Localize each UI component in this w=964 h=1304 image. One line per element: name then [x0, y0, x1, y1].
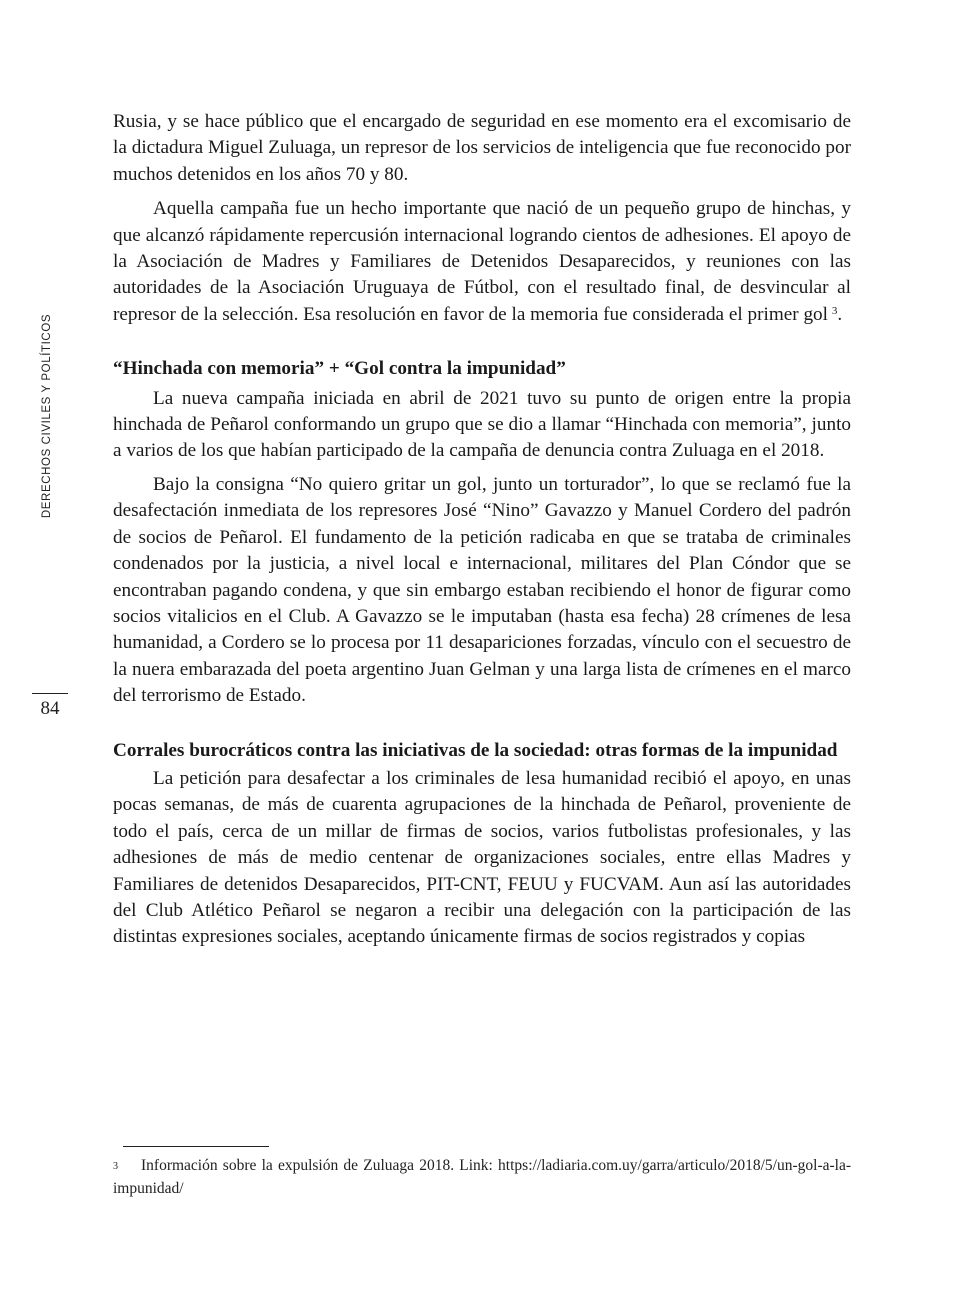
footnote-separator: [123, 1146, 269, 1147]
footnote-text[interactable]: Información sobre la expulsión de Zuluaga 2018. Link: https://ladiaria.com.uy/garra/articulo/2018/5/un-gol-a-la-impunidad/: [113, 1157, 851, 1197]
footnote: [113, 1154, 851, 1200]
paragraph: La nueva campaña iniciada en abril de 2021 tuvo su punto de origen entre la propia hinchada de Peñarol conformando un grupo que se dio a llamar “Hinchada con memoria”, junto a varios de los que habían participado de la campaña de denuncia contra Zuluaga en el 2018.: [113, 387, 851, 462]
section-heading: “Hinchada con memoria” + “Gol contra la impunidad”: [113, 358, 566, 380]
page-number-rule: [32, 693, 68, 694]
paragraph: Rusia, y se hace público que el encargado de seguridad en ese momento era el excomisario de la dictadura Miguel Zuluaga, un represor de los servicios de inteligencia que fue reconocido por muchos detenidos en los años 70 y 80.: [113, 111, 851, 185]
paragraph-text: Aquella campaña fue un hecho importante que nació de un pequeño grupo de hinchas, y que alcanzó rápidamente repercusión internacional logrando cientos de adhesiones. El apoyo de la Asociación de Madres y Familiares de Detenidos Desaparecidos, y reuniones con las autoridades de la Asociación Uruguaya de Fútbol, con el resultado final, de desvincular al represor de la selección. Esa resolución en favor de la memoria fue considerada el primer gol: [113, 198, 851, 325]
page-number: 84: [40, 698, 60, 719]
body-text: [113, 109, 851, 951]
running-section-label: DERECHOS CIVILES Y POLÍTICOS: [41, 313, 53, 519]
paragraph: Bajo la consigna “No quiero gritar un gol, junto un torturador”, lo que se reclamó fue la desafectación inmediata de los represores José “Nino” Gavazzo y Manuel Cordero del padrón de socios de Peñarol. El fundamento de la petición radicaba en que se trataba de criminales condenados por la justicia, a nivel local e internacional, militares del Plan Cóndor que se encontraban pagando condena, y que sin embargo estaban recibiendo el honor de figurar como socios vitalicios en el Club. A Gavazzo se le imputaban (hasta esa fecha) 28 crímenes de lesa humanidad, a Cordero se lo procesa por 11 desapariciones forzadas, vínculo con el secuestro de la nuera embarazada del poeta argentino Juan Gelman y una larga lista de crímenes en el marco del terrorismo de Estado.: [113, 473, 851, 707]
paragraph-end: .: [837, 303, 843, 325]
footnote-reference[interactable]: 3: [831, 304, 838, 317]
footnote-number: 3: [113, 1161, 118, 1172]
section-heading: Corrales burocráticos contra las iniciativas de la sociedad: otras formas de la impunidad: [113, 739, 838, 761]
paragraph: [113, 196, 851, 328]
paragraph: La petición para desafectar a los criminales de lesa humanidad recibió el apoyo, en unas pocas semanas, de más de cuarenta agrupaciones de la hinchada de Peñarol, proveniente de todo el país, cerca de un millar de firmas de socios, varios futbolistas profesionales, y las adhesiones de más de medio centenar de organizaciones sociales, entre ellas Madres y Familiares de detenidos Desaparecidos, PIT-CNT, FEUU y FUCVAM. Aun así las autoridades del Club Atlético Peñarol se negaron a recibir una delegación con la participación de las distintas expresiones sociales, aceptando únicamente firmas de socios registrados y copias: [113, 767, 851, 948]
